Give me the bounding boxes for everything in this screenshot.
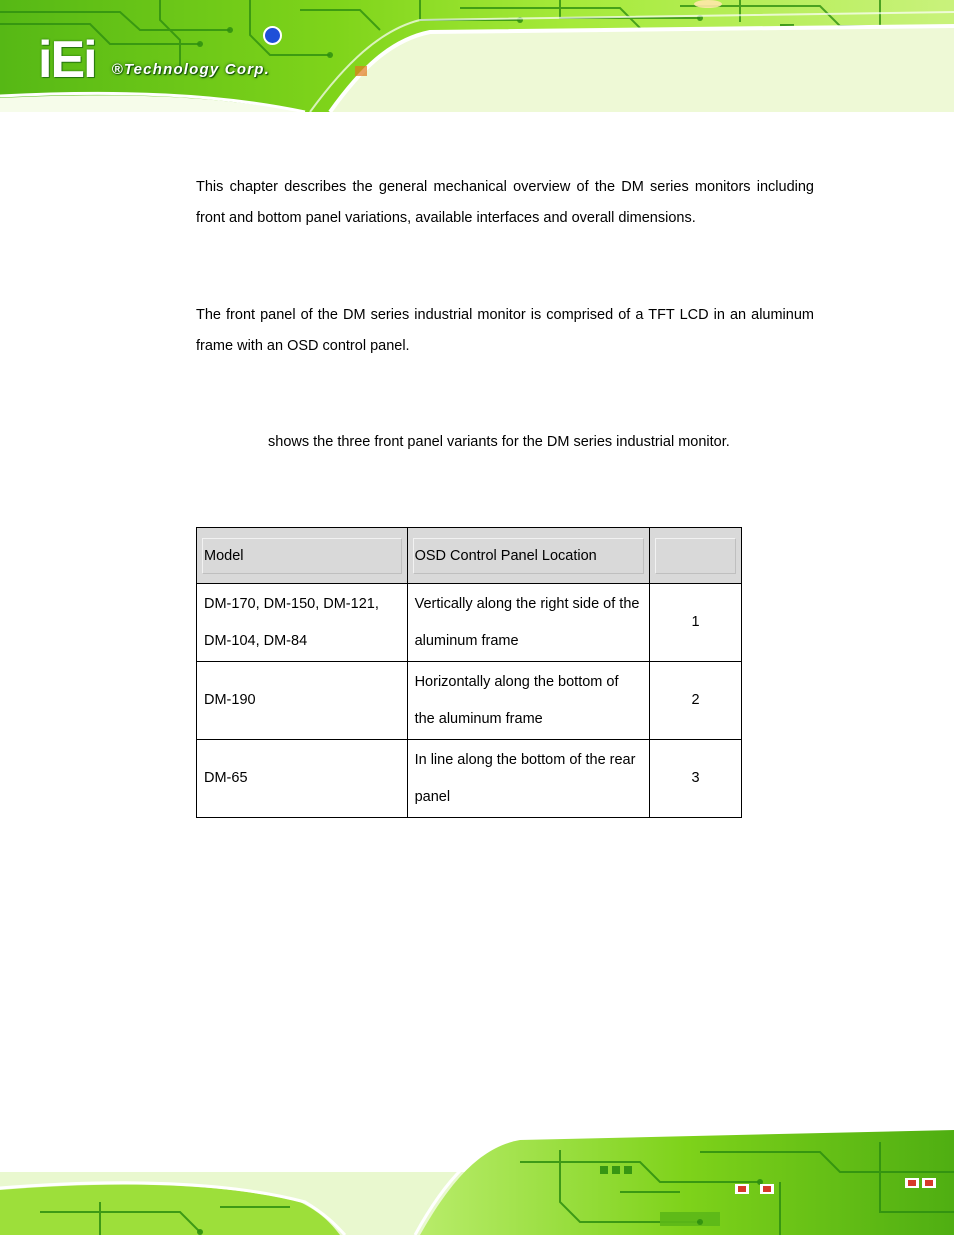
table-row: [197, 584, 742, 662]
cell-location: In line along the bottom of the rear panel: [407, 740, 650, 818]
table-row: [197, 662, 742, 740]
logo-dot-icon: [263, 26, 282, 45]
header-variant: [650, 528, 742, 584]
table-header-row: [197, 528, 742, 584]
front-panel-paragraph: The front panel of the DM series industrial monitor is comprised of a TFT LCD in an aluminum frame with an OSD control panel.: [196, 307, 814, 354]
logo-text: ®Technology Corp.: [111, 61, 270, 78]
intro-paragraph: This chapter describes the general mechanical overview of the DM series monitors including front and bottom panel variations, available interfaces and overall dimensions.: [196, 179, 814, 226]
cell-model: DM-65: [197, 740, 408, 818]
cell-variant: 2: [650, 662, 742, 740]
header-model: Model: [197, 528, 408, 584]
cell-model: DM-170, DM-150, DM-121, DM-104, DM-84: [197, 584, 408, 662]
company-logo: [38, 30, 270, 89]
cell-model: DM-190: [197, 662, 408, 740]
cell-variant: 3: [650, 740, 742, 818]
front-panel-variants-table: [196, 527, 742, 818]
circuit-board-footer-graphic: [0, 1122, 954, 1235]
header-osd-location: OSD Control Panel Location: [407, 528, 650, 584]
table-row: [197, 740, 742, 818]
variants-paragraph: shows the three front panel variants for the DM series industrial monitor.: [268, 434, 730, 450]
cell-location: Vertically along the right side of the aluminum frame: [407, 584, 650, 662]
cell-variant: 1: [650, 584, 742, 662]
logo-mark: iEi: [38, 31, 96, 89]
footer-banner: [0, 1122, 954, 1235]
cell-location: Horizontally along the bottom of the aluminum frame: [407, 662, 650, 740]
